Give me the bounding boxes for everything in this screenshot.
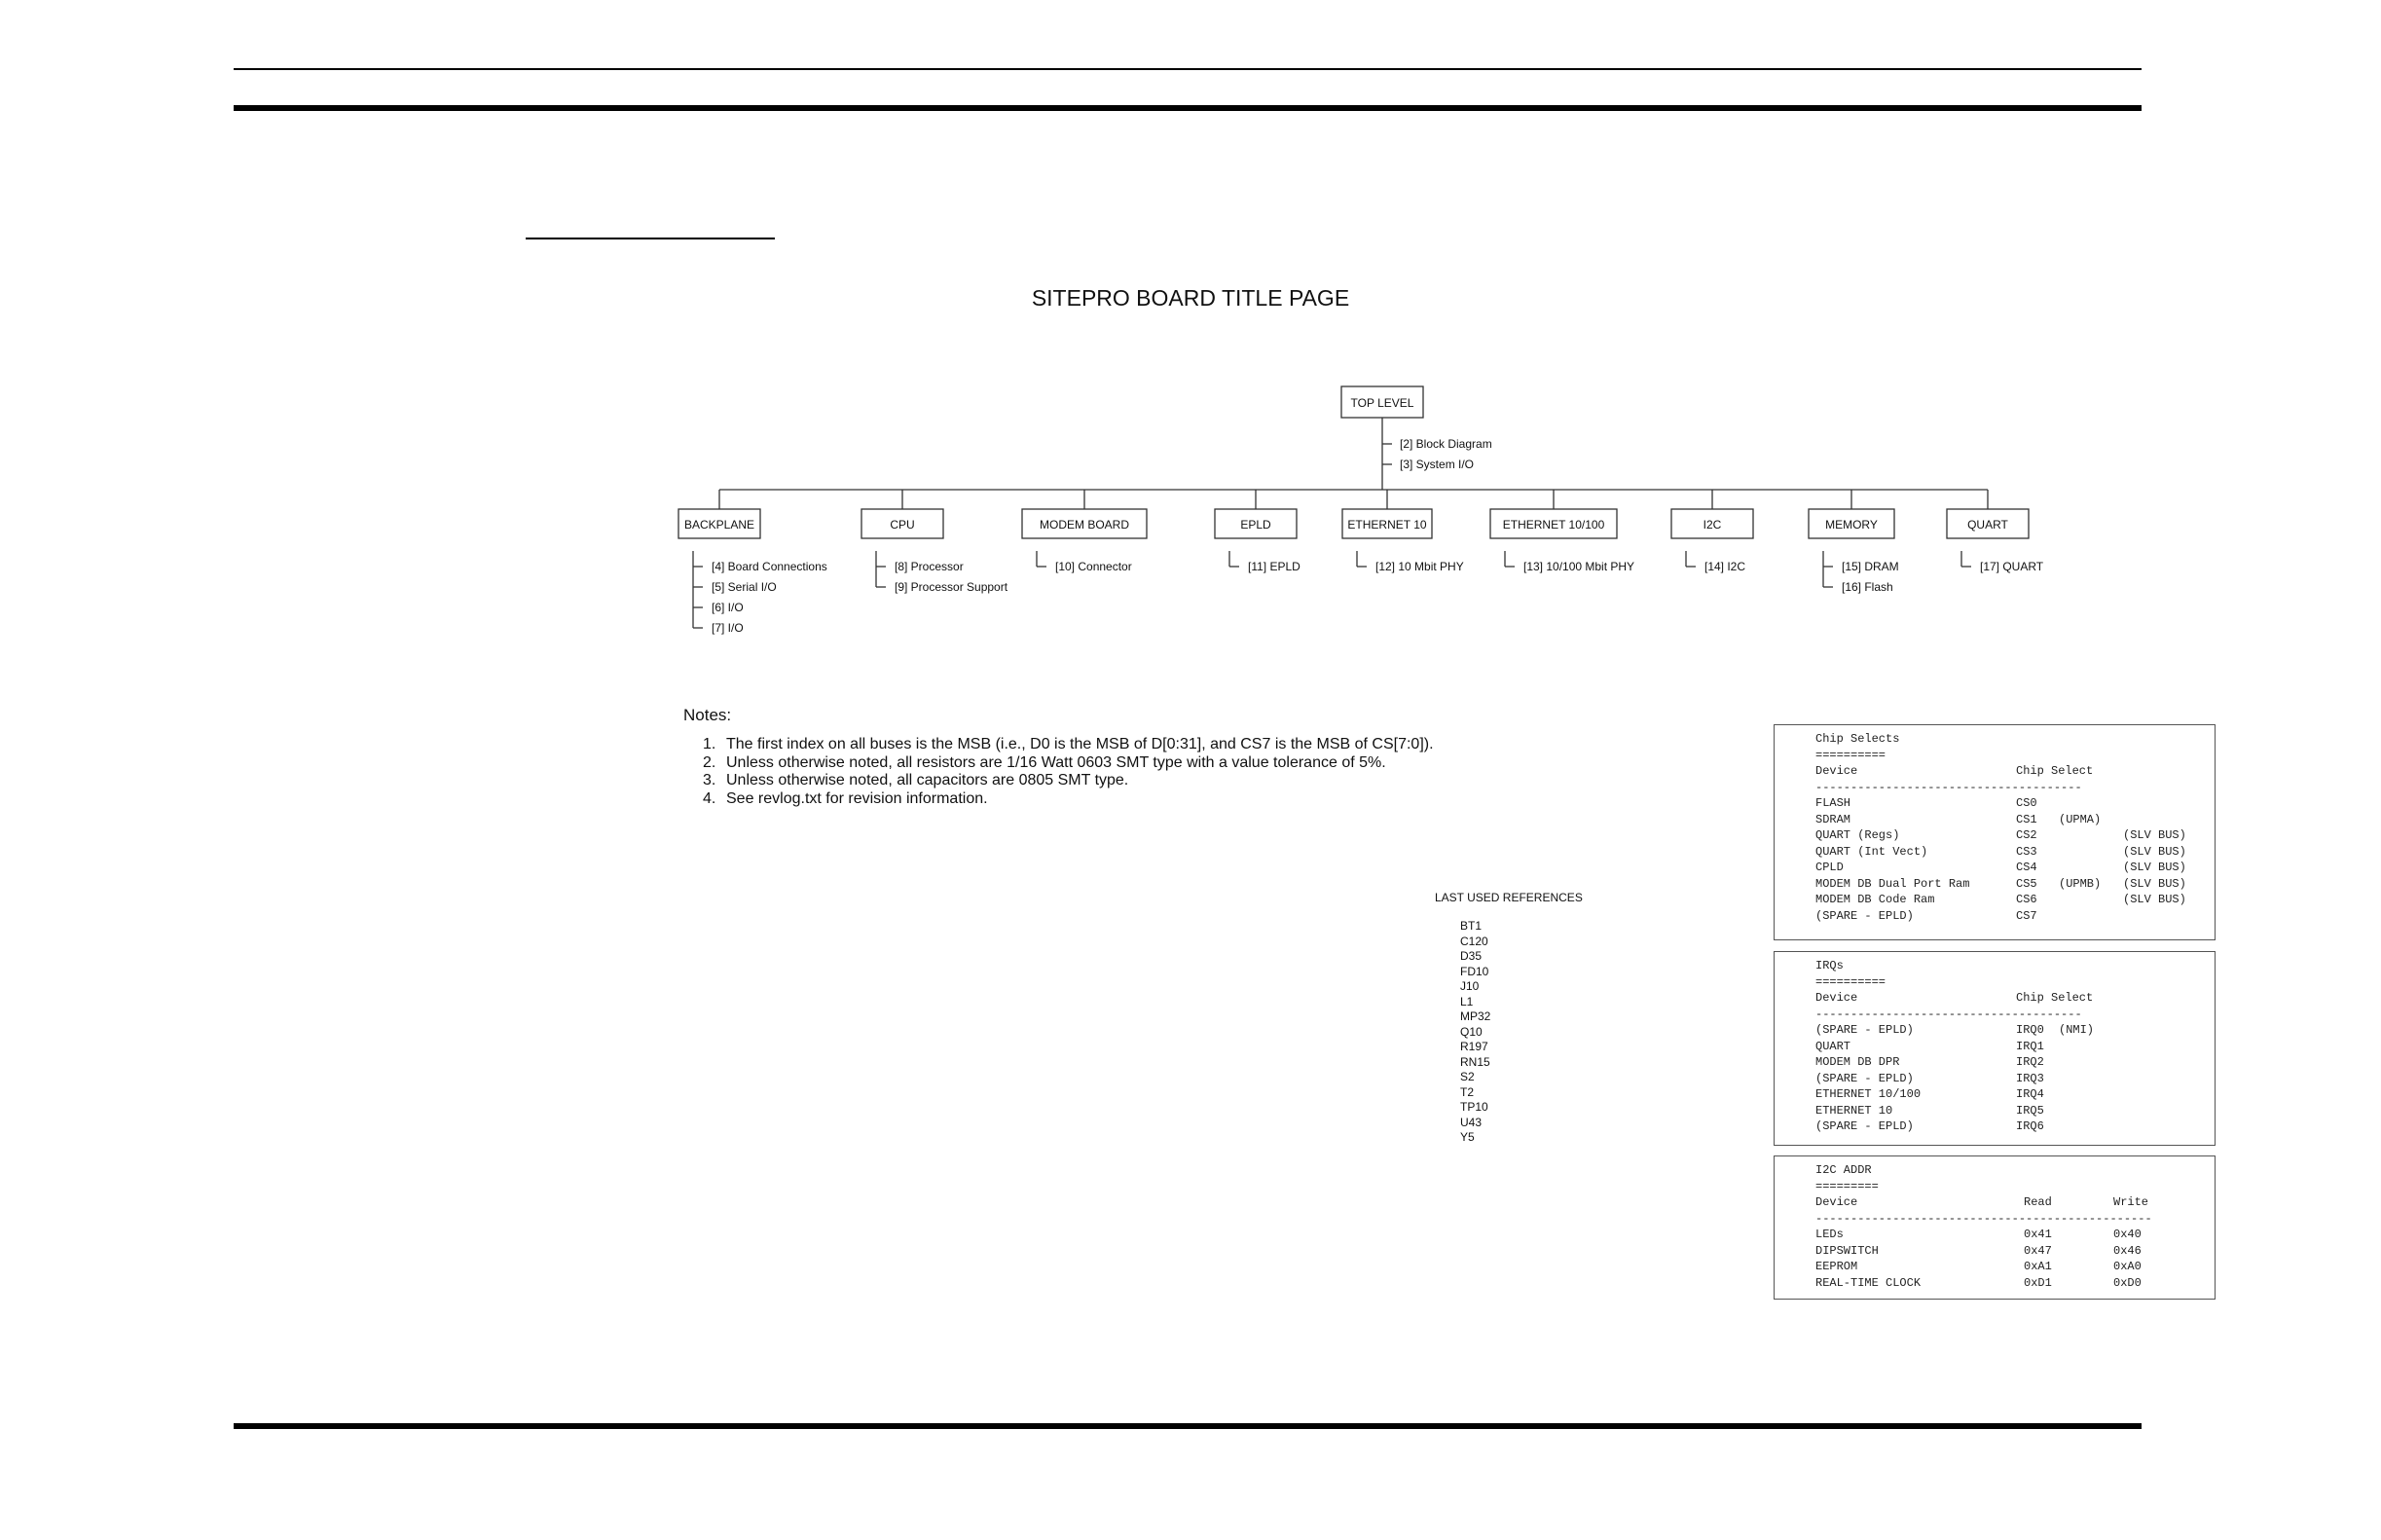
chip-selects-panel (1774, 724, 2216, 940)
ref-item: T2 (1460, 1084, 1475, 1099)
ref-item: D35 (1460, 949, 1483, 963)
note-item: 1. The first index on all buses is the MSB (i.e., D0 is the MSB of D[0:31], and CS7 is the MSB of CS[7:0]). (703, 736, 1434, 752)
device-cell: MODEM DB DPR (1815, 1055, 1900, 1069)
irqs-underline: ========== (1815, 974, 1886, 989)
irq-cell: IRQ4 (2016, 1087, 2044, 1101)
read-cell: 0xD1 (2024, 1275, 2052, 1290)
device-cell: MODEM DB Dual Port Ram (1815, 876, 1970, 891)
device-cell: ETHERNET 10 (1815, 1103, 1893, 1118)
bus-cell: (SLV BUS) (2123, 876, 2186, 891)
block-label: QUART (1967, 518, 2008, 532)
block-label: I2C (1703, 518, 1722, 532)
ref-item: RN15 (1460, 1054, 1490, 1069)
bus-cell: (SLV BUS) (2123, 893, 2186, 906)
bottom-thick-rule (234, 1423, 2142, 1429)
i2c-underline: ========= (1815, 1179, 1879, 1193)
device-cell: FLASH (1815, 796, 1851, 810)
chip-select-row (1815, 876, 2215, 893)
block-label: EPLD (1240, 518, 1271, 532)
write-cell: 0xA0 (2113, 1260, 2142, 1273)
chip-select-row (1815, 908, 2215, 925)
col-device: Device (1815, 991, 1858, 1005)
i2c-row (1815, 1259, 2215, 1275)
chip-selects-title: Chip Selects (1815, 732, 1900, 746)
chip-select-row (1815, 844, 2215, 861)
block-ref-label: [9] Processor Support (895, 580, 1008, 594)
ref-item: FD10 (1460, 964, 1489, 978)
device-cell: (SPARE - EPLD) (1815, 1023, 1914, 1037)
device-cell: QUART (Int Vect) (1815, 844, 1928, 859)
i2c-row (1815, 1243, 2215, 1260)
divider: -------------------------------------- (1815, 780, 2082, 794)
irq-row (1815, 1054, 2215, 1071)
bus-cell: (SLV BUS) (2123, 861, 2186, 874)
block-ref-label: [17] QUART (1980, 560, 2044, 573)
write-cell: 0x46 (2113, 1243, 2142, 1258)
ref-item: U43 (1460, 1115, 1483, 1129)
mode-cell: (UPMB) (2059, 876, 2102, 891)
read-cell: 0xA1 (2024, 1260, 2052, 1273)
chip-select-cell: CS3 (2016, 844, 2037, 859)
device-cell: DIPSWITCH (1815, 1243, 1879, 1258)
write-cell: 0xD0 (2113, 1275, 2142, 1290)
ref-item: J10 (1460, 979, 1480, 993)
ref-item: MP32 (1460, 1009, 1491, 1023)
last-used-list (1460, 919, 1490, 1146)
col-write: Write (2113, 1195, 2149, 1209)
irq-cell: IRQ6 (2016, 1119, 2044, 1133)
irqs-title: IRQs (1815, 959, 1844, 972)
device-cell: QUART (Regs) (1815, 828, 1900, 842)
block-ref-label: [13] 10/100 Mbit PHY (1523, 560, 1635, 573)
block-label: ETHERNET 10 (1347, 518, 1427, 532)
i2c-row (1815, 1227, 2215, 1243)
irq-cell: IRQ2 (2016, 1055, 2044, 1069)
chip-select-row (1815, 795, 2215, 812)
block-ref-label: [7] I/O (712, 621, 744, 635)
bus-cell: (SLV BUS) (2123, 828, 2186, 842)
chip-select-cell: CS1 (2016, 812, 2037, 826)
hierarchy-diagram (0, 0, 2381, 681)
block-label: BACKPLANE (683, 518, 755, 532)
block-ref-label: [15] DRAM (1842, 560, 1899, 573)
chip-select-cell: CS7 (2016, 908, 2037, 923)
note-cell: (NMI) (2059, 1023, 2095, 1037)
chip-select-cell: CS0 (2016, 796, 2037, 810)
device-cell: QUART (1815, 1039, 1851, 1053)
irqs-panel (1774, 951, 2216, 1146)
divider: -------------------------------------- (1815, 1007, 2082, 1021)
ref-item: C120 (1460, 934, 1488, 948)
chip-select-row (1815, 892, 2215, 908)
ref-item: S2 (1460, 1070, 1475, 1083)
device-cell: LEDs (1815, 1228, 1844, 1241)
chip-select-row (1815, 827, 2215, 844)
top-level-label: TOP LEVEL (1350, 396, 1414, 410)
device-cell: (SPARE - EPLD) (1815, 908, 1914, 923)
irq-row (1815, 1086, 2215, 1103)
irq-cell: IRQ3 (2016, 1071, 2044, 1085)
i2c-row (1815, 1275, 2215, 1292)
irq-cell: IRQ1 (2016, 1039, 2044, 1053)
chip-select-cell: CS4 (2016, 861, 2037, 874)
device-cell: CPLD (1815, 861, 1844, 874)
note-item: 4. See revlog.txt for revision information. (703, 789, 988, 807)
device-cell: REAL-TIME CLOCK (1815, 1275, 1922, 1290)
page-title: SITEPRO BOARD TITLE PAGE (1031, 285, 1350, 311)
block-ref-label: [14] I2C (1704, 560, 1746, 573)
bus-cell: (SLV BUS) (2123, 844, 2186, 859)
read-cell: 0x41 (2024, 1228, 2052, 1241)
irq-row (1815, 1039, 2215, 1055)
top-ref-label: [2] Block Diagram (1400, 437, 1492, 451)
ref-item: BT1 (1460, 919, 1483, 933)
device-cell: ETHERNET 10/100 (1815, 1087, 1922, 1101)
block-label: CPU (890, 518, 915, 532)
col-chip-select: Chip Select (2016, 764, 2094, 778)
irq-cell: IRQ5 (2016, 1103, 2044, 1118)
write-cell: 0x40 (2113, 1228, 2142, 1241)
device-cell: (SPARE - EPLD) (1815, 1119, 1914, 1133)
i2c-panel (1774, 1155, 2216, 1300)
chip-selects-underline: ========== (1815, 748, 1886, 762)
last-used-heading: LAST USED REFERENCES (1435, 891, 1583, 904)
block-ref-label: [4] Board Connections (712, 560, 827, 573)
col-read: Read (2024, 1195, 2052, 1209)
block-ref-label: [11] EPLD (1248, 560, 1300, 573)
col-device: Device (1815, 764, 1858, 778)
block-ref-label: [12] 10 Mbit PHY (1375, 560, 1464, 573)
notes-heading: Notes: (683, 706, 732, 724)
device-cell: MODEM DB Code Ram (1815, 893, 1935, 906)
col-chip-select: Chip Select (2016, 991, 2094, 1005)
block-label: MODEM BOARD (1039, 518, 1130, 532)
notes-list (703, 736, 1434, 808)
irq-cell: IRQ0 (2016, 1023, 2044, 1037)
mode-cell: (UPMA) (2059, 812, 2102, 826)
read-cell: 0x47 (2024, 1243, 2052, 1258)
note-item: 2. Unless otherwise noted, all resistors are 1/16 Watt 0603 SMT type with a value tolerance of 5%. (703, 753, 1386, 771)
divider: ------------------------------------------------ (1815, 1211, 2152, 1226)
block-label: MEMORY (1825, 518, 1878, 532)
chip-select-cell: CS5 (2016, 876, 2037, 891)
chip-select-cell: CS6 (2016, 893, 2037, 906)
chip-select-row (1815, 812, 2215, 828)
ref-item: TP10 (1460, 1100, 1488, 1114)
ref-item: R197 (1460, 1040, 1488, 1053)
ref-item: Y5 (1460, 1130, 1475, 1144)
device-cell: SDRAM (1815, 812, 1851, 826)
note-item: 3. Unless otherwise noted, all capacitors are 0805 SMT type. (703, 772, 1129, 788)
top-ref-label: [3] System I/O (1400, 458, 1475, 471)
chip-select-cell: CS2 (2016, 828, 2037, 842)
ref-item: Q10 (1460, 1024, 1483, 1039)
chip-select-row (1815, 860, 2215, 876)
irq-row (1815, 1118, 2215, 1135)
block-label: ETHERNET 10/100 (1502, 518, 1605, 532)
i2c-title: I2C ADDR (1815, 1163, 1872, 1177)
irq-row (1815, 1103, 2215, 1119)
block-ref-label: [16] Flash (1842, 580, 1893, 594)
block-ref-label: [8] Processor (895, 560, 964, 573)
device-cell: (SPARE - EPLD) (1815, 1071, 1914, 1085)
irq-row (1815, 1022, 2215, 1039)
irq-row (1815, 1071, 2215, 1087)
block-ref-label: [5] Serial I/O (712, 580, 777, 594)
block-ref-label: [6] I/O (712, 601, 744, 614)
col-device: Device (1815, 1195, 1858, 1209)
device-cell: EEPROM (1815, 1260, 1858, 1273)
block-ref-label: [10] Connector (1055, 560, 1132, 573)
ref-item: L1 (1460, 994, 1474, 1008)
